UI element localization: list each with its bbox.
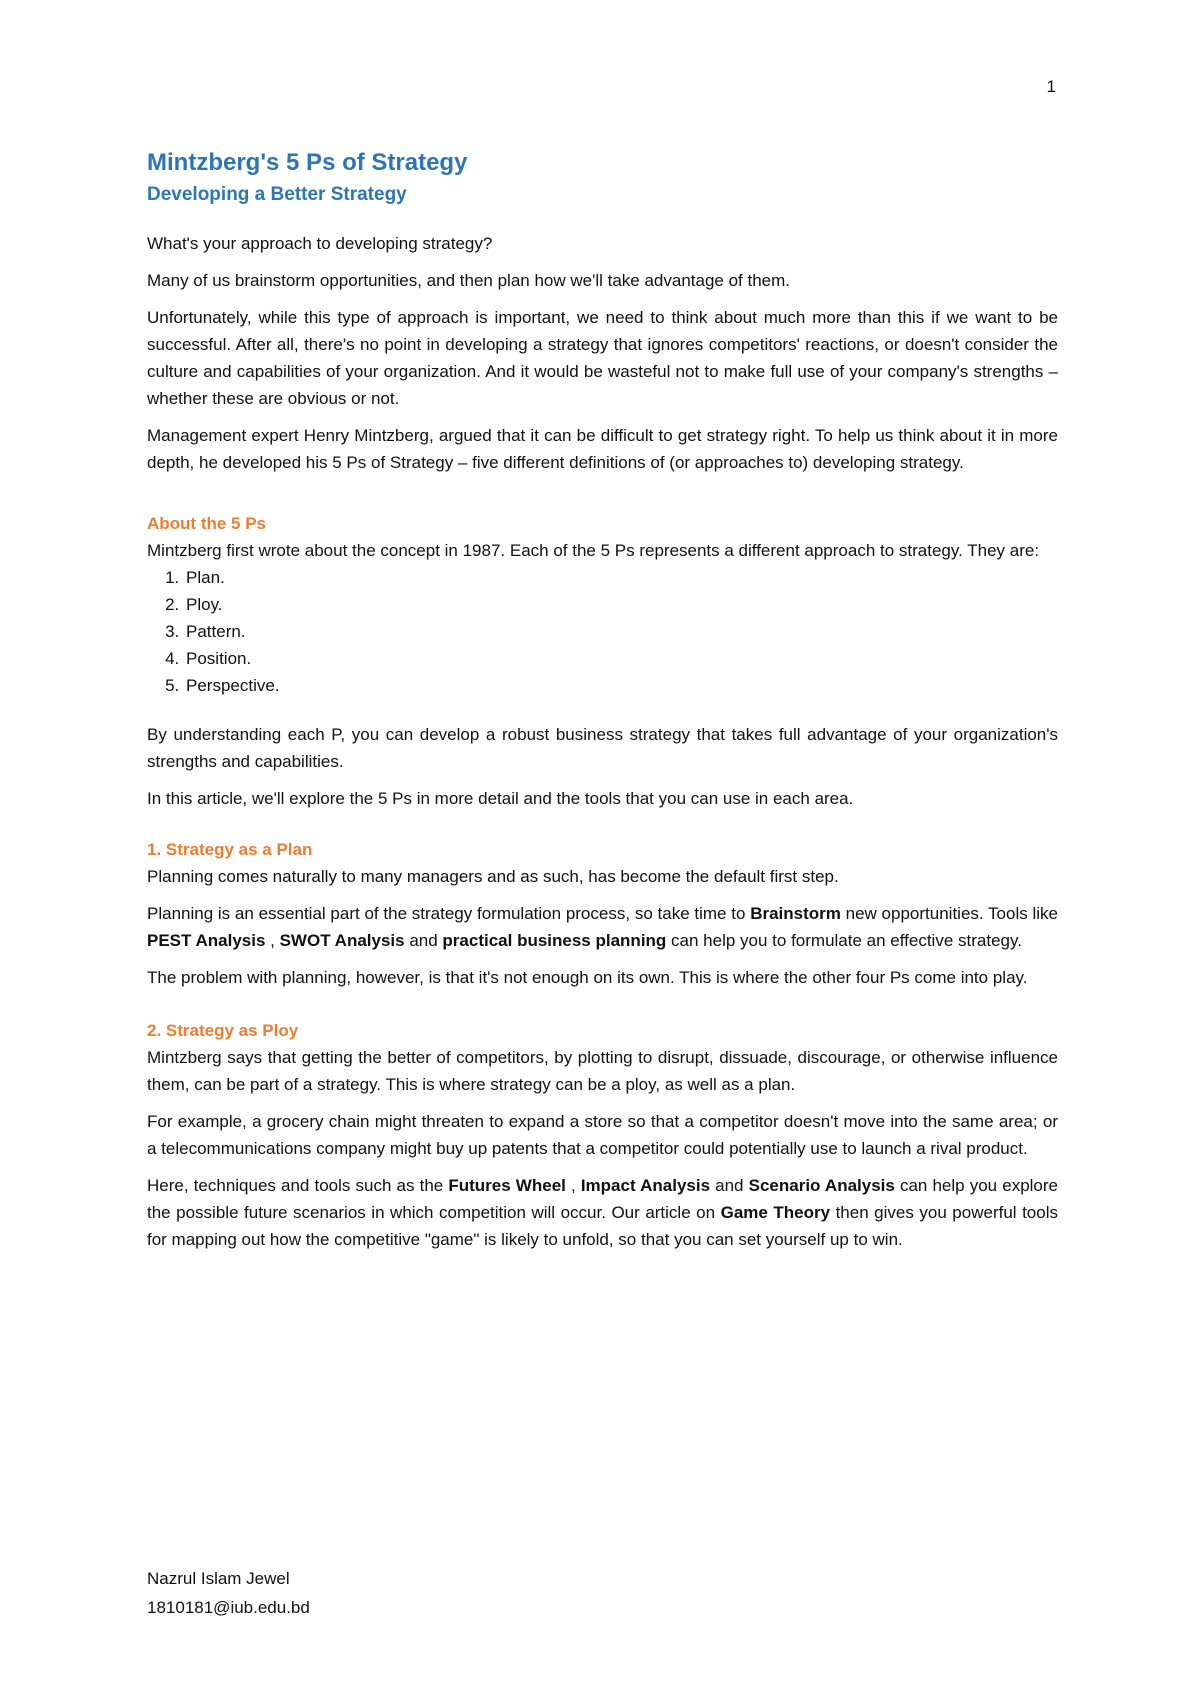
page-footer bbox=[147, 1564, 310, 1622]
list-spacer bbox=[147, 699, 1058, 721]
text-run: , bbox=[565, 1176, 581, 1195]
text-run: can help you to formulate an effective strategy. bbox=[666, 931, 1022, 950]
bold-term-game-theory: Game Theory bbox=[720, 1203, 831, 1222]
list-item: 3. Pattern. bbox=[184, 618, 1058, 645]
intro-paragraph: What's your approach to developing strategy? bbox=[147, 234, 493, 253]
section-heading-plan: 1. Strategy as a Plan bbox=[147, 840, 313, 859]
about-paragraph: In this article, we'll explore the 5 Ps in more detail and the tools that you can use in each area. bbox=[147, 789, 854, 808]
ploy-paragraph: For example, a grocery chain might threaten to expand a store so that a competitor doesn't move into the same area; or a telecommunications company might buy up patents that a competitor could potentially use to launch a rival product. bbox=[147, 1112, 1058, 1158]
bold-term-pest-analysis: PEST Analysis bbox=[147, 931, 266, 950]
plan-paragraph: The problem with planning, however, is that it's not enough on its own. This is where the other four Ps come into play. bbox=[147, 968, 1028, 987]
page-number: 1 bbox=[1046, 77, 1056, 96]
section-heading-about: About the 5 Ps bbox=[147, 514, 267, 533]
author-name: Nazrul Islam Jewel bbox=[147, 1569, 290, 1588]
plan-paragraph-tools bbox=[147, 900, 1058, 954]
list-item: 4. Position. bbox=[184, 645, 1058, 672]
text-run: , bbox=[265, 931, 280, 950]
ploy-paragraph: Mintzberg says that getting the better of competitors, by plotting to disrupt, dissuade, discourage, or otherwise influence them, can be part of a strategy. This is where strategy can be a ploy, as well as a plan. bbox=[147, 1048, 1058, 1094]
bold-term-swot-analysis: SWOT Analysis bbox=[279, 931, 405, 950]
text-run: Here, techniques and tools such as the bbox=[147, 1176, 449, 1195]
text-run: and bbox=[710, 1176, 749, 1195]
plan-paragraph: Planning comes naturally to many managers and as such, has become the default first step. bbox=[147, 867, 839, 886]
document-subtitle: Developing a Better Strategy bbox=[147, 184, 407, 205]
intro-paragraph: Management expert Henry Mintzberg, argued that it can be difficult to get strategy right. To help us think about it in more depth, he developed his 5 Ps of Strategy – five different definitions of (or approaches to) developing strategy. bbox=[147, 426, 1058, 472]
text-run: Planning is an essential part of the strategy formulation process, so take time to bbox=[147, 904, 751, 923]
intro-paragraph: Many of us brainstorm opportunities, and then plan how we'll take advantage of them. bbox=[147, 271, 791, 290]
text-run: then gives you powerful tools for mapping out how the competitive "game" is likely to unfold, so that you can set yourself up to win. bbox=[147, 1203, 1058, 1249]
document-body bbox=[147, 148, 1058, 1263]
section-heading-ploy: 2. Strategy as Ploy bbox=[147, 1021, 299, 1040]
text-run: new opportunities. Tools like bbox=[840, 904, 1058, 923]
author-email: 1810181@iub.edu.bd bbox=[147, 1598, 310, 1617]
list-item: 1. Plan. bbox=[184, 564, 1058, 591]
bold-term-impact-analysis: Impact Analysis bbox=[580, 1176, 711, 1195]
about-paragraph: By understanding each P, you can develop a robust business strategy that takes full advantage of your organization's strengths and capabilities. bbox=[147, 725, 1058, 771]
bold-term-futures-wheel: Futures Wheel bbox=[448, 1176, 566, 1195]
bold-term-business-planning: practical business planning bbox=[442, 931, 667, 950]
list-item: 2. Ploy. bbox=[184, 591, 1058, 618]
text-run: and bbox=[404, 931, 443, 950]
bold-term-brainstorm: Brainstorm bbox=[750, 904, 841, 923]
five-ps-list bbox=[147, 564, 1058, 699]
document-title: Mintzberg's 5 Ps of Strategy bbox=[147, 149, 468, 176]
about-lead-paragraph: Mintzberg first wrote about the concept in 1987. Each of the 5 Ps represents a different approach to strategy. They are: bbox=[147, 541, 1040, 560]
text-run: can help you explore the possible future scenarios in which competition will occur. Our article on bbox=[147, 1176, 1059, 1222]
intro-paragraph: Unfortunately, while this type of approach is important, we need to think about much more than this if we want to be successful. After all, there's no point in developing a strategy that ignores competitors' reactions, or doesn't consider the culture and capabilities of your organization. And it would be wasteful not to make full use of your company's strengths – whether these are obvious or not. bbox=[147, 308, 1058, 408]
list-item: 5. Perspective. bbox=[184, 672, 1058, 699]
ploy-paragraph-tools bbox=[147, 1172, 1058, 1253]
bold-term-scenario-analysis: Scenario Analysis bbox=[748, 1176, 895, 1195]
